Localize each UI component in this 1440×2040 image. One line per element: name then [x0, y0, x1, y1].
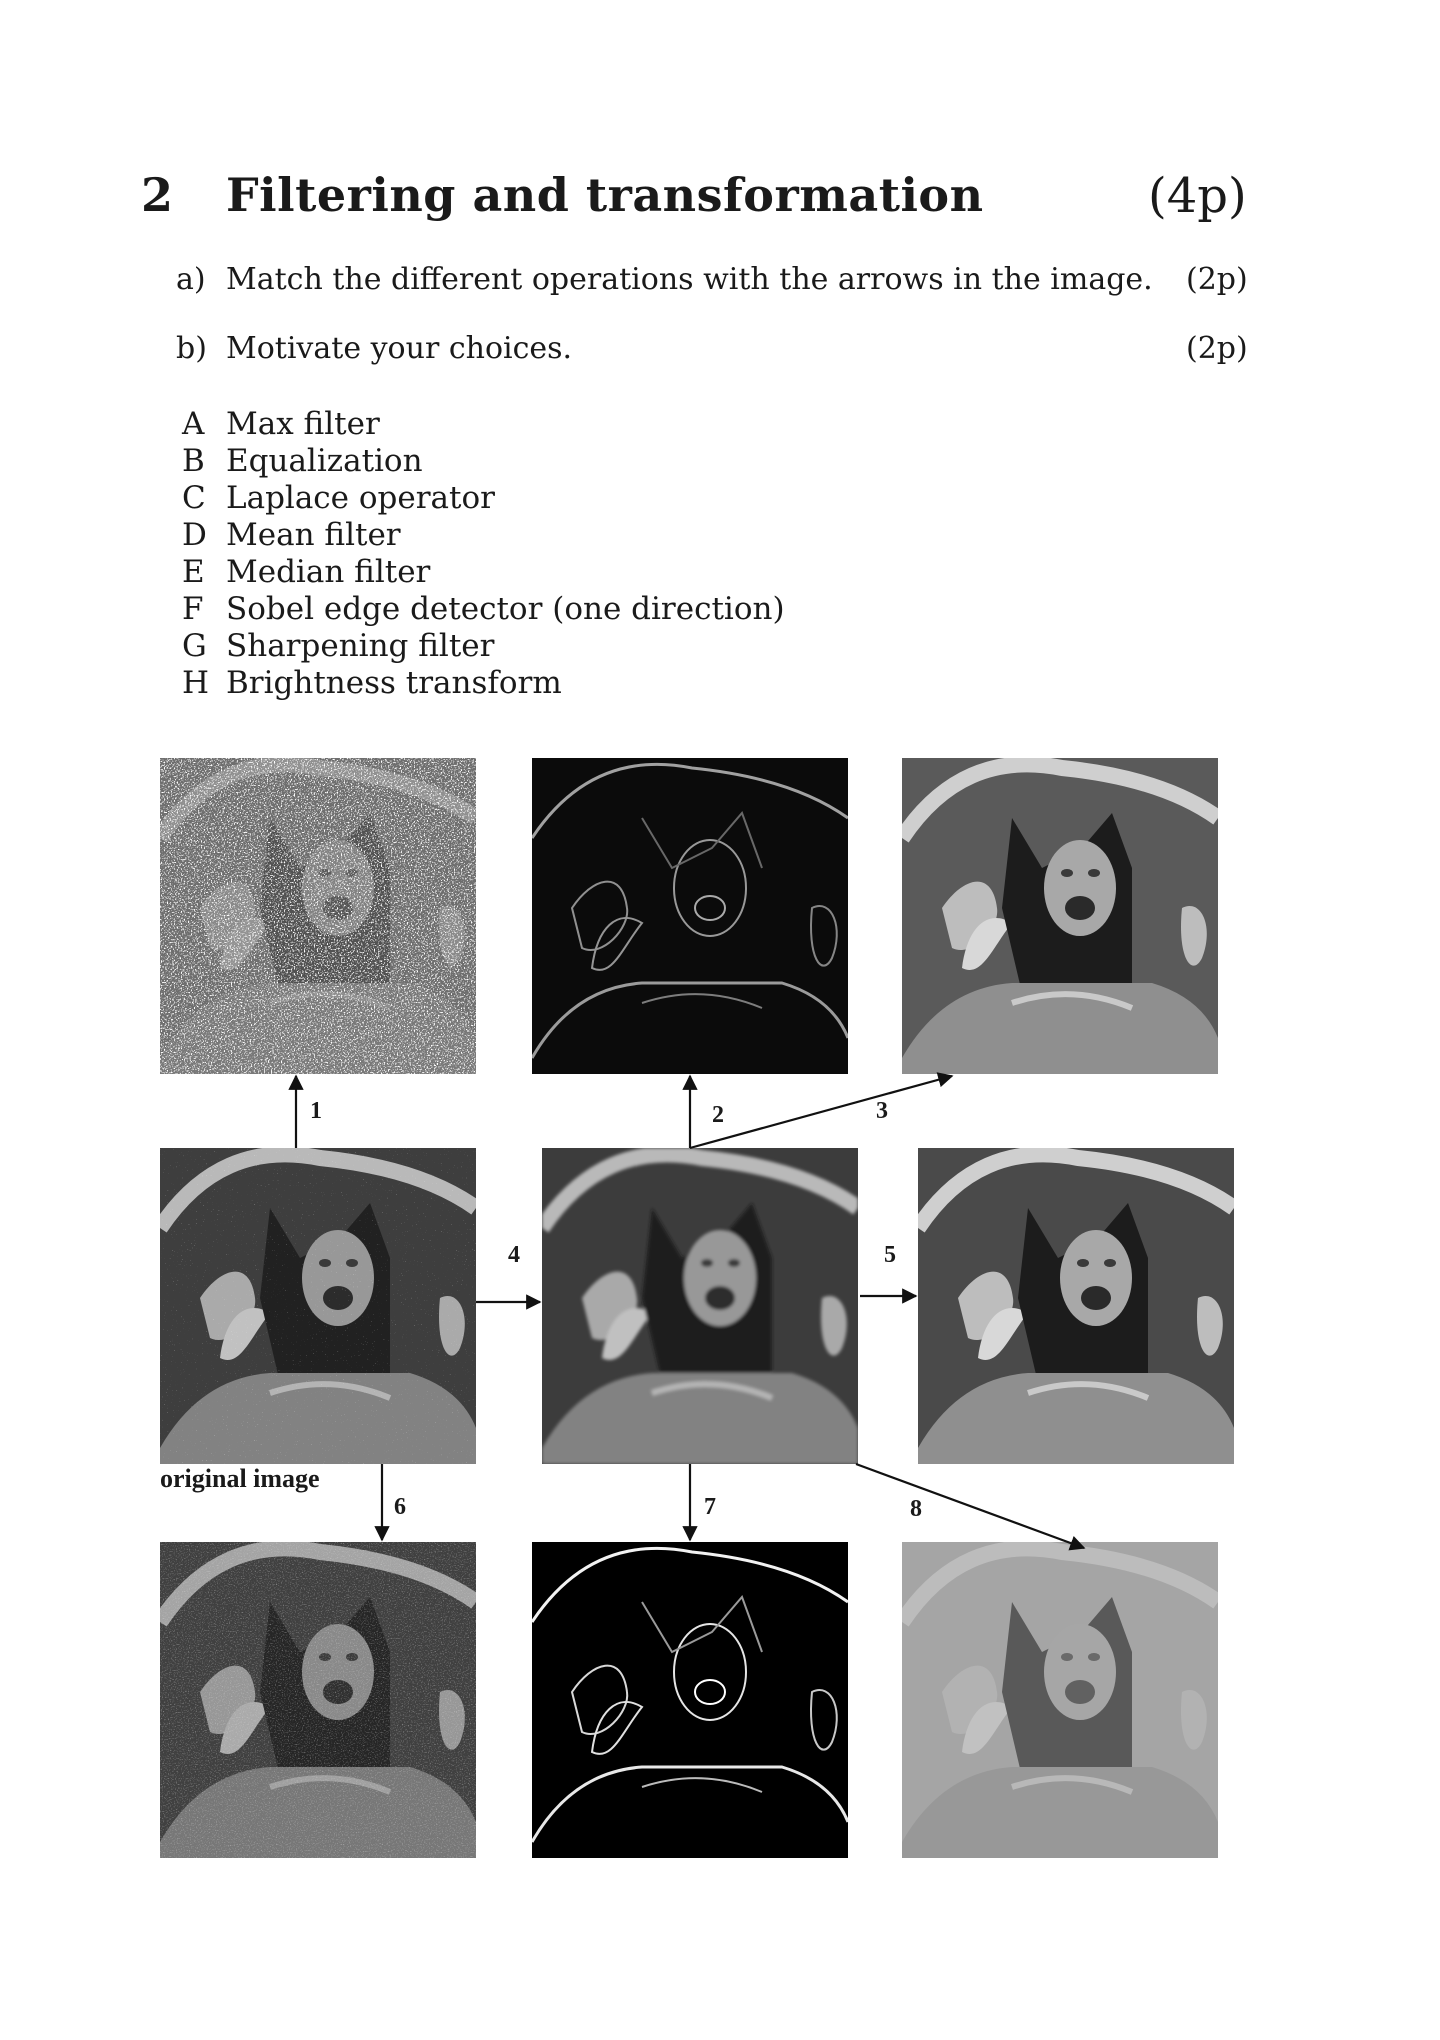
operation-name: Median filter [226, 554, 431, 590]
arrow-label-3: 3 [876, 1098, 888, 1124]
operation-letter: G [182, 628, 207, 664]
question-b-points: (2p) [1186, 331, 1248, 366]
operation-letter: H [182, 665, 210, 701]
arrow-label-5: 5 [884, 1242, 896, 1268]
arrow-label-7: 7 [704, 1494, 716, 1520]
arrow-label-6: 6 [394, 1494, 406, 1520]
question-a-points: (2p) [1186, 262, 1248, 297]
operation-name: Max filter [226, 406, 380, 442]
original-image-caption: original image [160, 1464, 320, 1493]
question-a-label: a) [176, 262, 206, 297]
operation-letter: D [182, 517, 207, 553]
operation-letter: F [182, 591, 204, 627]
question-b-text: Motivate your choices. [226, 331, 573, 366]
operation-letter: C [182, 480, 206, 516]
operation-letter: E [182, 554, 205, 590]
section-number: 2 [141, 168, 174, 222]
operation-letter: B [182, 443, 205, 479]
section-title: Filtering and transformation [226, 168, 984, 222]
operation-name: Sharpening filter [226, 628, 495, 664]
arrow-3 [690, 1076, 952, 1148]
operation-name: Mean filter [226, 517, 401, 553]
question-b-label: b) [176, 331, 207, 366]
operation-name: Equalization [226, 443, 423, 479]
question-a-text: Match the different operations with the arrows in the image. [226, 262, 1153, 297]
operation-name: Brightness transform [226, 665, 562, 701]
arrow-label-1: 1 [310, 1098, 322, 1124]
section-points: (4p) [1148, 168, 1247, 224]
arrow-label-2: 2 [712, 1102, 724, 1128]
arrow-label-4: 4 [508, 1242, 520, 1268]
operation-name: Sobel edge detector (one direction) [226, 591, 785, 627]
operation-name: Laplace operator [226, 480, 495, 516]
arrow-8 [856, 1464, 1084, 1548]
arrow-label-8: 8 [910, 1496, 922, 1522]
operation-letter: A [182, 406, 205, 442]
